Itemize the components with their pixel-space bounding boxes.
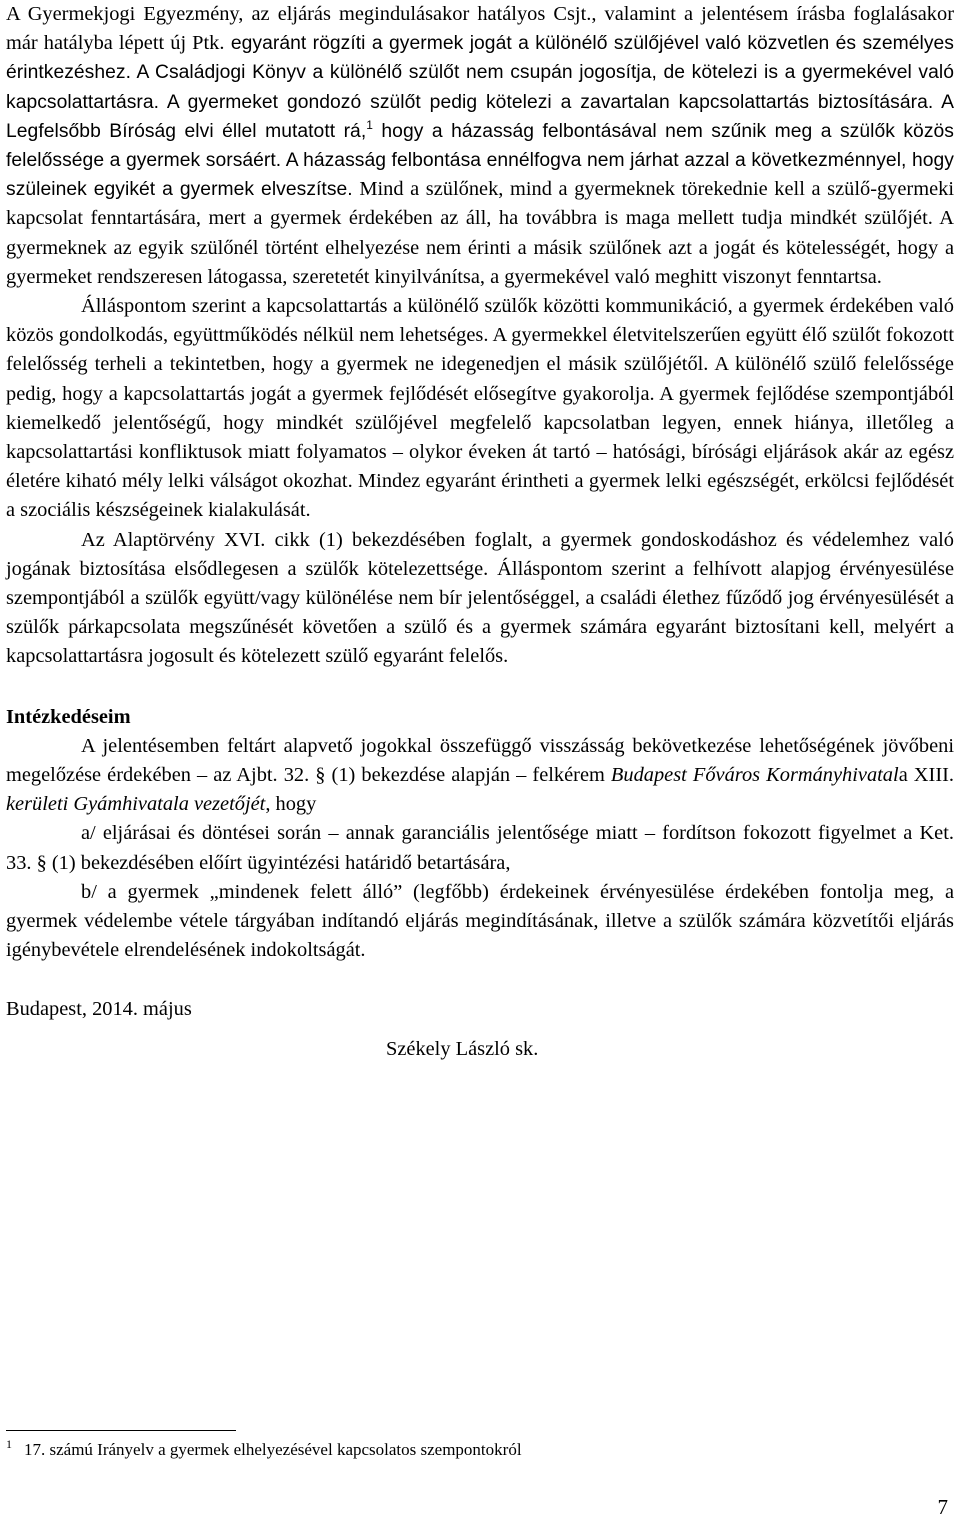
page-number: 7 — [937, 1495, 948, 1519]
paragraph-4 — [6, 732, 954, 820]
paragraph-4-text-a: A jelentésemben feltárt alapvető jogokkal összefüggő visszásság bekövetkezése lehetőségének jövőbeni megelőzése érdekében – az Ajbt. 32. § (1) bekezdése alapján – felkérem — [6, 734, 954, 787]
paragraph-1-part-serif-b: Mind a szülőnek, mind a gyermeknek törekednie kell a szülő-gyermeki kapcsolat fenntartására, mert a gyermek érdekében az áll, ha továbbra is maga mellett tudja mindkét szülőjét. A gyermeknek az egyik szülőnél történt elhelyezése nem érinti a másik szülőnek azt a jogát és kötelességét, hogy a gyermeket rendszeresen látogassa, szeretetét kinyilvánítsa, a gyermekével való meghitt viszonyt fenntartsa. — [6, 178, 954, 288]
paragraph-4-text-c: , hogy — [265, 793, 317, 816]
paragraph-1-part-sans-b: hogy a házasság felbontásával nem szűnik meg a szülők közös felelőssége a gyermek sorsáért. A házasság felbontása ennélfogva nem járhat azzal a következménnyel, hogy szüleinek egyikét a gyermek elveszítse. — [6, 120, 954, 201]
date-line: Budapest, 2014. május — [6, 997, 192, 1020]
paragraph-1-part-sans-a: egyaránt rögzíti a gyermek jogát a különélő szülőjével való közvetlen és személyes érintkezéshez. A Családjogi Könyv a különélő szülőt nem csupán jogosítja, de kötelezi is a gyermekével való kapcsolattartásra. A gyermeket gondozó szülőt pedig kötelezi a zavartalan kapcsolattartás biztosítására. A Legfelsőbb Bíróság elvi éllel mutatott rá, — [6, 33, 954, 142]
footnote-reference[interactable]: 1 — [366, 118, 373, 133]
paragraph-5: a/ eljárásai és döntései során – annak garanciális jelentősége miatt – fordítson fokozott figyelmet a Ket. 33. § (1) bekezdésében előírt ügyintézési határidő betartására, — [6, 822, 954, 874]
paragraph-4-italic-a: Budapest Főváros Kormányhivatal — [610, 764, 899, 787]
signature: Székely László sk. — [386, 1037, 539, 1060]
paragraph-4-text-b: a XIII. — [898, 764, 954, 787]
body-text — [6, 0, 954, 1064]
footnote-text: 17. számú Irányelv a gyermek elhelyezésével kapcsolatos szempontokról — [24, 1440, 522, 1459]
paragraph-1-part-serif: A Gyermekjogi Egyezmény, az eljárás megindulásakor hatályos Csjt., valamint a jelentésem írásba foglalásakor már hatályba lépett új Ptk. — [6, 3, 954, 55]
section-heading: Intézkedéseim — [6, 705, 131, 728]
paragraph-2: Álláspontom szerint a kapcsolattartás a különélő szülők közötti kommunikáció, a gyermek érdekében való közös gondolkodás, együttműködés nélkül nem lehetséges. A gyermekkel életvitelszerűen együtt élő szülőt fokozott felelősség terheli a tekintetben, hogy a gyermek ne idegenedjen el másik szülőjétől. A különélő szülő felelőssége pedig, hogy a kapcsolattartás jogát a gyermek fejlődését elősegítve gyakorolja. A gyermek fejlődése szempontjából kiemelkedő jelentőségű, hogy mindkét szülőjével megfelelő kapcsolatban legyen, ennek hiánya, illetőleg a kapcsolattartási konfliktusok miatt folyamatos – olykor éveken át tartó – hatósági, bírósági eljárások akár az egész életére kiható mély lelki válságot okozhat. Mindez egyaránt érintheti a gyermek lelki egészségét, erkölcsi fejlődését a szociális készségeinek kialakulását. — [6, 295, 954, 522]
paragraph-3: Az Alaptörvény XVI. cikk (1) bekezdésében foglalt, a gyermek gondoskodáshoz és védelemhez való jogának biztosítása elsődlegesen a szülők kötelezettsége. Álláspontom szerint a felhívott alapjog érvényesülése szempontjából a szülők együtt/vagy különélése nem bír jelentőséggel, a családi élethez fűződő jog érvényesülését a szülők párkapcsolata megszűnését követően a szülő és a gyermek számára egyaránt biztosítani kell, melyért a kapcsolattartásra jogosult és kötelezett szülő egyaránt felelős. — [6, 528, 954, 668]
footnote-number: 1 — [6, 1437, 12, 1452]
footnote-separator — [6, 1430, 236, 1431]
paragraph-4-italic-b: kerületi Gyámhivatala vezetőjét — [6, 793, 266, 816]
paragraph-6: b/ a gyermek „mindenek felett álló” (legfőbb) érdekeinek érvényesülése érdekében fontolja meg, a gyermek védelembe vétele tárgyában indítandó eljárás megindításának, illetve a szülők számára közvetítői eljárás igénybevétele elrendelésének indokoltságát. — [6, 880, 954, 962]
paragraph-1 — [6, 0, 954, 292]
footnote — [6, 1439, 946, 1461]
